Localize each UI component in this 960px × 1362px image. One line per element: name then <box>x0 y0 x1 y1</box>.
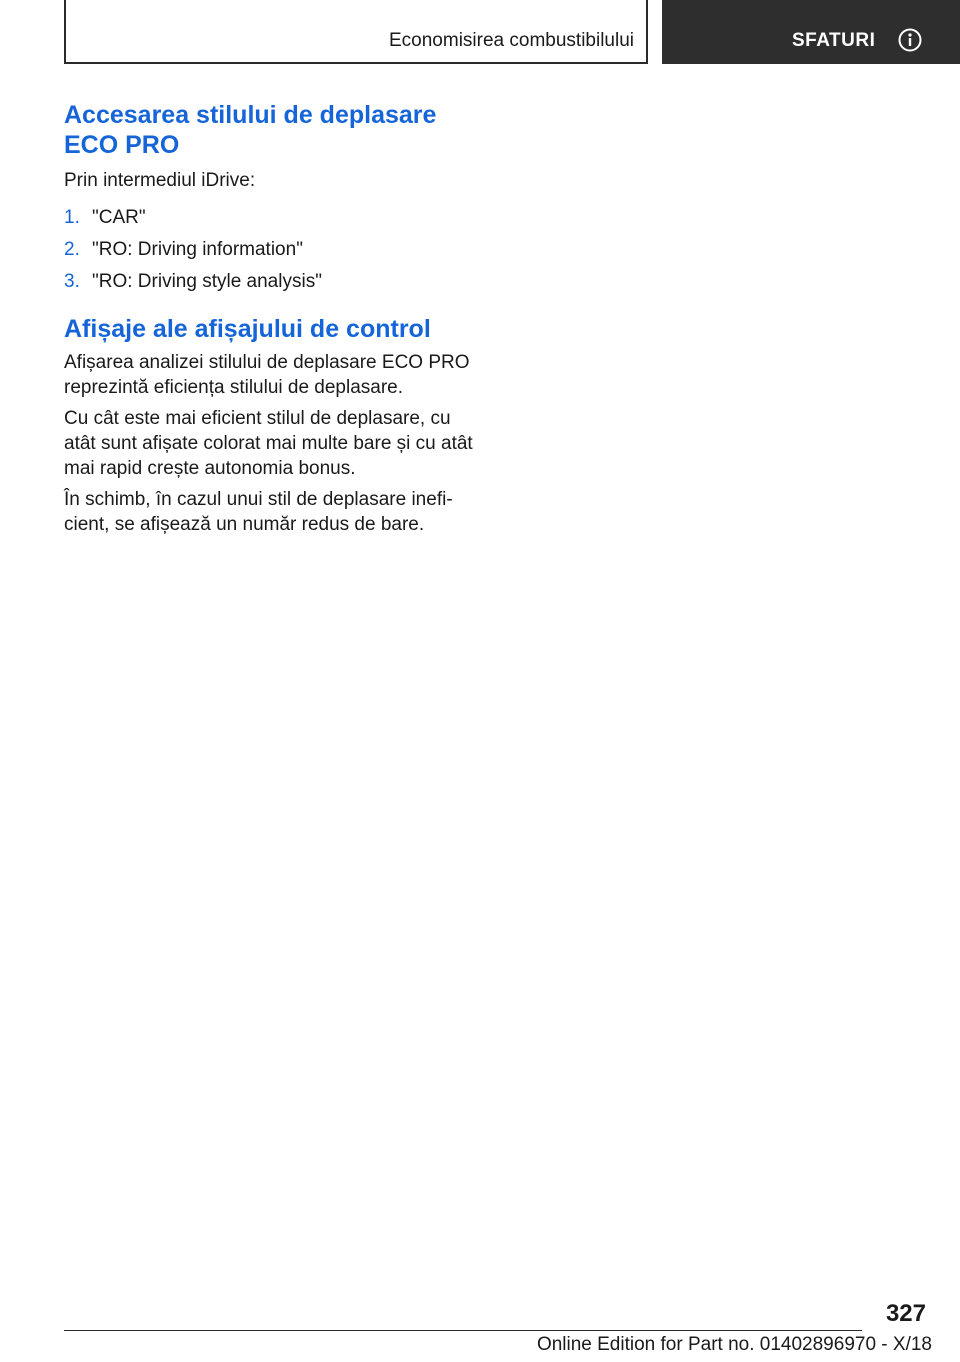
paragraph-display-2 <box>64 406 484 481</box>
section-heading-eco-pro <box>64 100 484 160</box>
paragraph-line: Afișarea analizei stilului de deplasare ECO PRO <box>64 352 470 373</box>
step-number: 3. <box>64 271 80 292</box>
page-number: 327 <box>885 1300 926 1327</box>
step-number: 2. <box>64 239 80 260</box>
paragraph-line: cient, se afișează un număr redus de bare. <box>64 514 425 535</box>
step-text: "RO: Driving style analysis" <box>92 271 322 292</box>
list-item <box>64 205 484 230</box>
paragraph-line: reprezintă eficiența stilului de deplasare. <box>64 377 404 398</box>
section-heading-display: Afișaje ale afișajului de control <box>64 315 431 343</box>
section-heading-line2: ECO PRO <box>64 131 180 159</box>
paragraph-line: În schimb, în cazul unui stil de deplasare inefi‐ <box>64 489 453 510</box>
paragraph-line: mai rapid crește autonomia bonus. <box>64 458 356 479</box>
header-tab-box <box>662 0 960 64</box>
steps-list <box>64 205 484 294</box>
section-heading-line1: Accesarea stilului de deplasare <box>64 101 437 129</box>
footer-edition-text: Online Edition for Part no. 01402896970 - X/18 <box>536 1334 932 1355</box>
step-text: "CAR" <box>92 207 146 228</box>
paragraph-display-3 <box>64 487 484 537</box>
main-content <box>64 100 484 537</box>
list-item <box>64 237 484 262</box>
paragraph-display-1 <box>64 350 484 400</box>
step-text: "RO: Driving information" <box>92 239 303 260</box>
step-number: 1. <box>64 207 80 228</box>
paragraph-line: Cu cât este mai eficient stilul de deplasare, cu <box>64 408 451 429</box>
header-tab-label: SFATURI <box>792 30 876 51</box>
header-section-box <box>64 0 648 64</box>
footer-divider <box>64 1330 862 1331</box>
paragraph-line: atât sunt afișate colorat mai multe bare și cu atât <box>64 433 473 454</box>
header-section-title: Economisirea combustibilului <box>389 30 634 51</box>
info-icon <box>898 28 922 52</box>
intro-paragraph: Prin intermediul iDrive: <box>64 170 256 191</box>
list-item <box>64 269 484 294</box>
